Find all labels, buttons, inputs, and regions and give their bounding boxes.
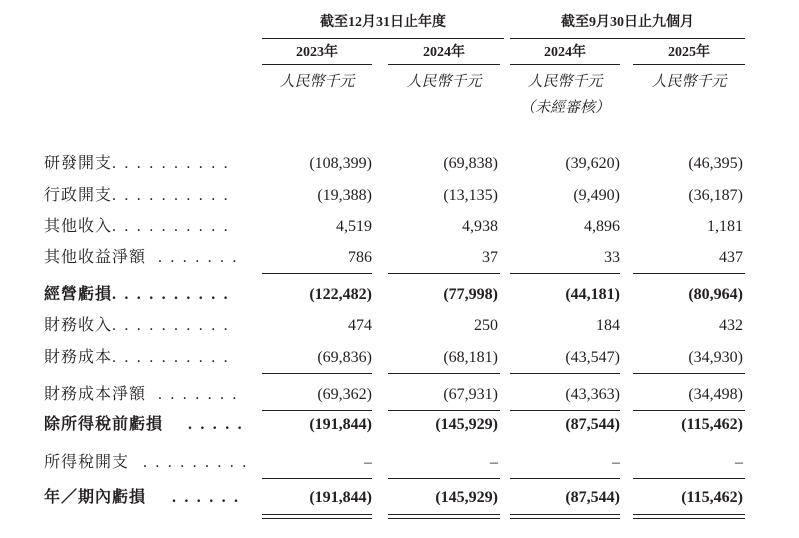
total-double-rule: [633, 514, 745, 515]
row-leader-dots: . . . . . . . . . .: [112, 155, 230, 172]
cell-value: (46,395): [688, 155, 743, 172]
year-2025: 2025年: [668, 45, 710, 60]
subtotal-rule: [510, 410, 620, 411]
cell-value: (87,544): [565, 489, 620, 506]
row-leader-dots: . . . . . . . . . .: [112, 286, 230, 303]
row-label-operating-loss: 經營虧損: [44, 286, 113, 303]
group-underline-9m: [510, 38, 745, 39]
cell-value: (19,388): [317, 187, 372, 204]
subtotal-rule: [388, 478, 500, 479]
subtotal-rule: [510, 373, 620, 374]
row-leader-dots: . . . . . . . . . .: [112, 317, 230, 334]
row-leader-dots: . . . . . . . . . .: [112, 187, 230, 204]
row-leader-dots: . . . . . . . . .: [143, 454, 249, 471]
group-underline-fy: [262, 38, 504, 39]
total-double-rule: [388, 514, 500, 515]
cell-value: (145,929): [435, 416, 498, 433]
unit-label-3: 人民幣千元: [527, 74, 603, 90]
cell-value: 1,181: [707, 218, 743, 235]
subtotal-rule: [633, 373, 745, 374]
cell-value: (145,929): [435, 489, 498, 506]
row-label-loss-before-tax: 除所得稅前虧損: [44, 416, 164, 433]
year-underline-3: [510, 64, 620, 65]
year-underline-1: [262, 64, 372, 65]
row-label-rd-expenses: 研發開支: [44, 155, 113, 172]
year-2024-9m: 2024年: [544, 45, 586, 60]
subtotal-rule: [262, 478, 372, 479]
subtotal-rule: [262, 373, 372, 374]
cell-value: 786: [348, 249, 372, 266]
cell-value: (36,187): [688, 187, 743, 204]
row-leader-dots: . . . . . . . . . .: [112, 349, 230, 366]
row-leader-dots: . . . . . . .: [158, 386, 239, 403]
cell-value: (13,135): [443, 187, 498, 204]
row-leader-dots: . . . . .: [188, 416, 244, 433]
year-underline-4: [633, 64, 745, 65]
cell-value: (9,490): [573, 187, 620, 204]
cell-value: (43,547): [565, 349, 620, 366]
subtotal-rule: [633, 478, 745, 479]
subtotal-rule: [510, 273, 620, 274]
cell-value: 37: [482, 249, 498, 266]
unit-label-4: 人民幣千元: [651, 74, 727, 90]
cell-value: (87,544): [565, 416, 620, 433]
cell-value: 437: [719, 249, 743, 266]
cell-value: (69,838): [443, 155, 498, 172]
cell-value: (115,462): [681, 416, 743, 433]
header-fy-group: 截至12月31日止年度: [320, 15, 446, 30]
cell-value: (39,620): [565, 155, 620, 172]
cell-value: (77,998): [443, 286, 498, 303]
year-2024-fy: 2024年: [423, 45, 465, 60]
year-underline-2: [388, 64, 500, 65]
cell-value: (115,462): [681, 489, 743, 506]
cell-value: (108,399): [309, 155, 372, 172]
cell-value: (191,844): [309, 416, 372, 433]
cell-value: (34,930): [688, 349, 743, 366]
subtotal-rule: [388, 410, 500, 411]
total-double-rule: [510, 514, 620, 515]
subtotal-rule: [633, 273, 745, 274]
row-leader-dots: . . . . . .: [172, 489, 241, 506]
row-label-other-gains-net: 其他收益淨額: [44, 249, 147, 266]
cell-value: (34,498): [688, 386, 743, 403]
row-label-loss-for-year-period: 年／期內虧損: [44, 489, 147, 506]
row-leader-dots: . . . . . . . . . .: [112, 218, 230, 235]
row-label-admin-expenses: 行政開支: [44, 187, 113, 204]
cell-value: –: [490, 454, 498, 471]
cell-value: –: [364, 454, 372, 471]
cell-value: 4,896: [584, 218, 620, 235]
total-double-rule: [388, 518, 500, 519]
cell-value: (43,363): [565, 386, 620, 403]
cell-value: (80,964): [688, 286, 743, 303]
row-label-finance-costs: 財務成本: [44, 349, 113, 366]
unit-label-1: 人民幣千元: [279, 74, 355, 90]
subtotal-rule: [388, 273, 500, 274]
subtotal-rule: [262, 410, 372, 411]
subtotal-rule: [510, 478, 620, 479]
cell-value: (68,181): [443, 349, 498, 366]
cell-value: 250: [474, 317, 498, 334]
total-double-rule: [510, 518, 620, 519]
row-leader-dots: . . . . . . .: [158, 249, 239, 266]
total-double-rule: [262, 514, 372, 515]
cell-value: 33: [604, 249, 620, 266]
cell-value: 184: [596, 317, 620, 334]
unit-label-2: 人民幣千元: [406, 74, 482, 90]
cell-value: (69,836): [317, 349, 372, 366]
total-double-rule: [262, 518, 372, 519]
cell-value: (191,844): [309, 489, 372, 506]
row-label-finance-income: 財務收入: [44, 317, 113, 334]
cell-value: (44,181): [565, 286, 620, 303]
subtotal-rule: [633, 410, 745, 411]
year-2023: 2023年: [296, 45, 338, 60]
cell-value: –: [735, 454, 743, 471]
cell-value: (69,362): [317, 386, 372, 403]
subtotal-rule: [262, 273, 372, 274]
row-label-finance-costs-net: 財務成本淨額: [44, 386, 147, 403]
total-double-rule: [633, 518, 745, 519]
cell-value: (122,482): [309, 286, 372, 303]
row-label-other-income: 其他收入: [44, 218, 113, 235]
header-9m-group: 截至9月30日止九個月: [561, 15, 694, 30]
row-label-income-tax-expense: 所得稅開支: [44, 454, 130, 471]
unaudited-note: （未經審核）: [519, 100, 610, 116]
cell-value: (67,931): [443, 386, 498, 403]
cell-value: 432: [719, 317, 743, 334]
cell-value: 4,938: [462, 218, 498, 235]
subtotal-rule: [388, 373, 500, 374]
cell-value: 474: [348, 317, 372, 334]
cell-value: 4,519: [336, 218, 372, 235]
cell-value: –: [612, 454, 620, 471]
